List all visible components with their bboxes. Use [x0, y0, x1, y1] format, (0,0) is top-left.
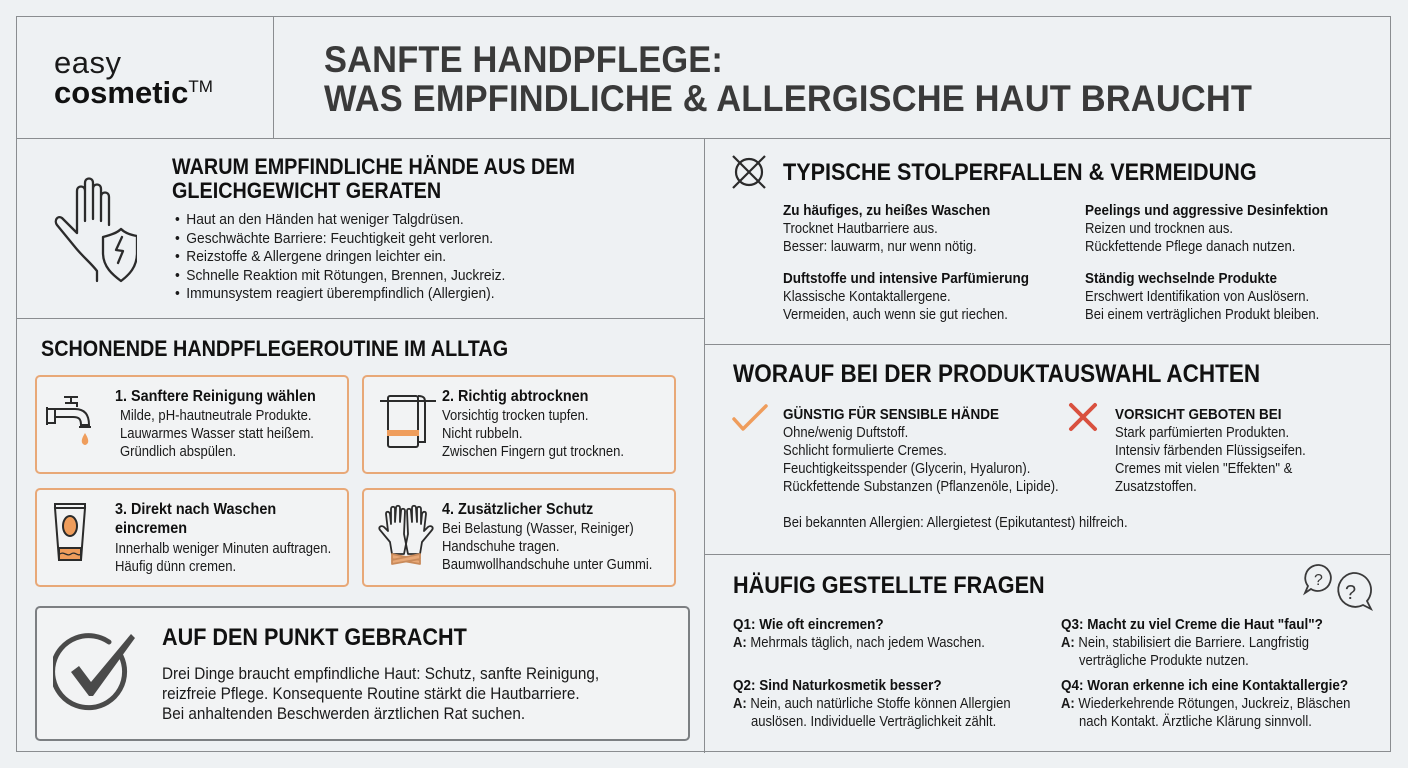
summary-line: reizfreie Pflege. Konsequente Routine stärkt die Hautbarriere. — [162, 684, 580, 703]
card-line: Zwischen Fingern gut trocknen. — [442, 444, 625, 460]
pitfall-item — [1085, 269, 1385, 324]
card-title-line1: 3. Direkt nach Waschen — [115, 501, 277, 518]
summary-line: Drei Dinge braucht empfindliche Haut: Schutz, sanfte Reinigung, — [162, 664, 600, 683]
page-title — [324, 40, 1252, 118]
stolper-title: TYPISCHE STOLPERFALLEN & VERMEIDUNG — [783, 159, 1257, 186]
produkt-good-line: Ohne/wenig Duftstoff. — [783, 425, 909, 441]
infographic-frame — [16, 16, 1391, 752]
no-wash-icon — [729, 152, 769, 192]
card-line: Gründlich abspülen. — [120, 444, 237, 460]
faq-question: Q2: Sind Naturkosmetik besser? — [733, 677, 942, 694]
pitfall-item — [783, 269, 1083, 324]
brand-logo — [17, 17, 274, 138]
card-body — [120, 407, 314, 461]
header — [17, 17, 1390, 139]
produkt-title: WORAUF BEI DER PRODUKTAUSWAHL ACHTEN — [733, 360, 1261, 388]
produkt-bad-line: Intensiv färbenden Flüssigseifen. — [1115, 443, 1306, 459]
warum-title — [172, 155, 575, 203]
card-title: 4. Zusätzlicher Schutz — [442, 501, 594, 518]
card-line: Handschuhe tragen. — [442, 539, 560, 555]
hand-shield-icon — [51, 175, 137, 285]
faq-answer-text: Nein, auch natürliche Stoffe können Allergien — [750, 696, 1011, 712]
pitfall-item — [1085, 201, 1385, 256]
pitfall-line: Trocknet Hautbarriere aus. — [783, 221, 938, 237]
summary-line: Bei anhaltenden Beschwerden ärztlichen Rat suchen. — [162, 704, 526, 723]
card-body — [442, 520, 652, 574]
card-line: Nicht rubbeln. — [442, 426, 523, 442]
logo-trademark: TM — [188, 77, 213, 96]
produkt-bad-line: Zusatzstoffen. — [1115, 479, 1197, 495]
section-stolper — [705, 139, 1391, 345]
card-line: Baumwollhandschuhe unter Gummi. — [442, 557, 653, 573]
faq-answer — [733, 634, 1030, 652]
svg-text:?: ? — [1345, 582, 1357, 604]
logo-cosmetic-text: cosmetic — [54, 75, 189, 110]
routine-card-reinigung — [35, 375, 349, 474]
logo-cosmetic — [54, 75, 213, 111]
pitfall-line: Bei einem verträglichen Produkt bleiben. — [1085, 307, 1320, 323]
towel-icon — [378, 391, 438, 451]
produkt-good-line: Feuchtigkeitsspender (Glycerin, Hyaluron). — [783, 461, 1031, 477]
pitfall-line: Rückfettende Pflege danach nutzen. — [1085, 239, 1296, 255]
warum-title-line2: GLEICHGEWICHT GERATEN — [172, 178, 442, 203]
faq-answer-prefix: A: — [733, 696, 747, 712]
warum-title-line1: WARUM EMPFINDLICHE HÄNDE AUS DEM — [172, 154, 575, 179]
pitfall-item — [783, 201, 1083, 256]
faq-answer — [1061, 695, 1358, 731]
logo-easy: easy — [54, 45, 122, 80]
produkt-bad — [1115, 405, 1327, 496]
routine-card-eincremen — [35, 488, 349, 587]
page-title-line2: WAS EMPFINDLICHE & ALLERGISCHE HAUT BRAUCHT — [324, 78, 1253, 119]
produkt-good-line: Schlicht formulierte Cremes. — [783, 443, 947, 459]
bullet-item: • Reizstoffe & Allergene dringen leichter ein. — [175, 248, 505, 267]
pitfall-line: Klassische Kontaktallergene. — [783, 289, 951, 305]
pitfall-title: Duftstoffe und intensive Parfümierung — [783, 270, 1030, 287]
faq-answer — [1061, 634, 1358, 670]
faq-answer-text: Mehrmals täglich, nach jedem Waschen. — [750, 635, 985, 651]
faq-item — [1061, 615, 1391, 670]
card-body — [115, 540, 331, 576]
check-circle-icon — [53, 630, 139, 716]
faq-item — [733, 676, 1063, 731]
produkt-good — [783, 405, 1089, 496]
warum-bullet-list — [175, 211, 505, 304]
bullet-item: • Schnelle Reaktion mit Rötungen, Brennen, Juckreiz. — [175, 267, 505, 286]
summary-box — [35, 606, 690, 741]
card-line: Häufig dünn cremen. — [115, 559, 237, 575]
summary-title: AUF DEN PUNKT GEBRACHT — [162, 624, 467, 651]
faq-answer-text: verträgliche Produkte nutzen. — [1079, 653, 1249, 669]
pitfall-title: Ständig wechselnde Produkte — [1085, 270, 1278, 287]
produkt-good-line: Rückfettende Substanzen (Pflanzenöle, Lipide). — [783, 479, 1059, 495]
card-line: Innerhalb weniger Minuten auftragen. — [115, 541, 332, 557]
faq-answer-prefix: A: — [1061, 696, 1075, 712]
section-produkt — [705, 345, 1391, 555]
cross-icon — [1067, 401, 1099, 433]
card-line: Vorsichtig trocken tupfen. — [442, 408, 589, 424]
gloves-icon — [376, 504, 436, 566]
faq-question: Q3: Macht zu viel Creme die Haut "faul"? — [1061, 616, 1323, 633]
pitfall-line: Besser: lauwarm, nur wenn nötig. — [783, 239, 977, 255]
faq-title: HÄUFIG GESTELLTE FRAGEN — [733, 572, 1045, 599]
card-title — [115, 500, 276, 538]
faq-question: Q4: Woran erkenne ich eine Kontaktallergie? — [1061, 677, 1349, 694]
section-warum — [17, 139, 704, 319]
page-title-line1: SANFTE HANDPFLEGE: — [324, 39, 724, 80]
produkt-good-title: GÜNSTIG FÜR SENSIBLE HÄNDE — [783, 406, 1000, 423]
routine-title: SCHONENDE HANDPFLEGEROUTINE IM ALLTAG — [41, 336, 509, 361]
svg-text:?: ? — [1314, 572, 1323, 589]
card-body — [442, 407, 624, 461]
faq-answer-text: nach Kontakt. Ärztliche Klärung sinnvoll. — [1079, 714, 1312, 730]
card-line: Bei Belastung (Wasser, Reiniger) — [442, 521, 634, 537]
produkt-note: Bei bekannten Allergien: Allergietest (Epikutantest) hilfreich. — [783, 515, 1128, 531]
left-column — [17, 139, 705, 753]
right-column — [705, 139, 1391, 753]
bullet-item: • Immunsystem reagiert überempfindlich (Allergien). — [175, 285, 505, 304]
cream-tube-icon — [51, 502, 91, 574]
faq-item — [733, 615, 1063, 652]
faq-item — [1061, 676, 1391, 731]
routine-card-abtrocknen — [362, 375, 676, 474]
faq-answer-prefix: A: — [733, 635, 747, 651]
faq-answer — [733, 695, 1030, 731]
routine-card-schutz — [362, 488, 676, 587]
pitfall-line: Erschwert Identifikation von Auslösern. — [1085, 289, 1310, 305]
pitfall-line: Vermeiden, auch wenn sie gut riechen. — [783, 307, 1008, 323]
question-bubbles-icon — [1303, 563, 1375, 613]
produkt-bad-line: Stark parfümierten Produkten. — [1115, 425, 1290, 441]
pitfall-title: Peelings und aggressive Desinfektion — [1085, 202, 1329, 219]
faq-answer-text: Wiederkehrende Rötungen, Juckreiz, Bläschen — [1078, 696, 1351, 712]
bullet-item: • Geschwächte Barriere: Feuchtigkeit geht verloren. — [175, 230, 505, 249]
pitfall-line: Reizen und trocknen aus. — [1085, 221, 1233, 237]
checkmark-icon — [731, 403, 769, 433]
faq-answer-text: auslösen. Individuelle Verträglichkeit zählt. — [751, 714, 997, 730]
faq-question: Q1: Wie oft eincremen? — [733, 616, 884, 633]
summary-body — [162, 664, 599, 724]
card-line: Milde, pH-hautneutrale Produkte. — [120, 408, 312, 424]
card-title: 2. Richtig abtrocknen — [442, 388, 589, 405]
bullet-item: • Haut an den Händen hat weniger Talgdrüsen. — [175, 211, 505, 230]
produkt-bad-line: Cremes mit vielen "Effekten" & — [1115, 461, 1293, 477]
faq-answer-prefix: A: — [1061, 635, 1075, 651]
card-title-line2: eincremen — [115, 520, 188, 537]
card-title: 1. Sanftere Reinigung wählen — [115, 388, 316, 405]
faq-answer-text: Nein, stabilisiert die Barriere. Langfristig — [1078, 635, 1310, 651]
section-faq — [705, 555, 1391, 753]
produkt-bad-title: VORSICHT GEBOTEN BEI — [1115, 406, 1282, 423]
card-line: Lauwarmes Wasser statt heißem. — [120, 426, 314, 442]
faucet-icon — [45, 391, 95, 451]
pitfall-title: Zu häufiges, zu heißes Waschen — [783, 202, 991, 219]
